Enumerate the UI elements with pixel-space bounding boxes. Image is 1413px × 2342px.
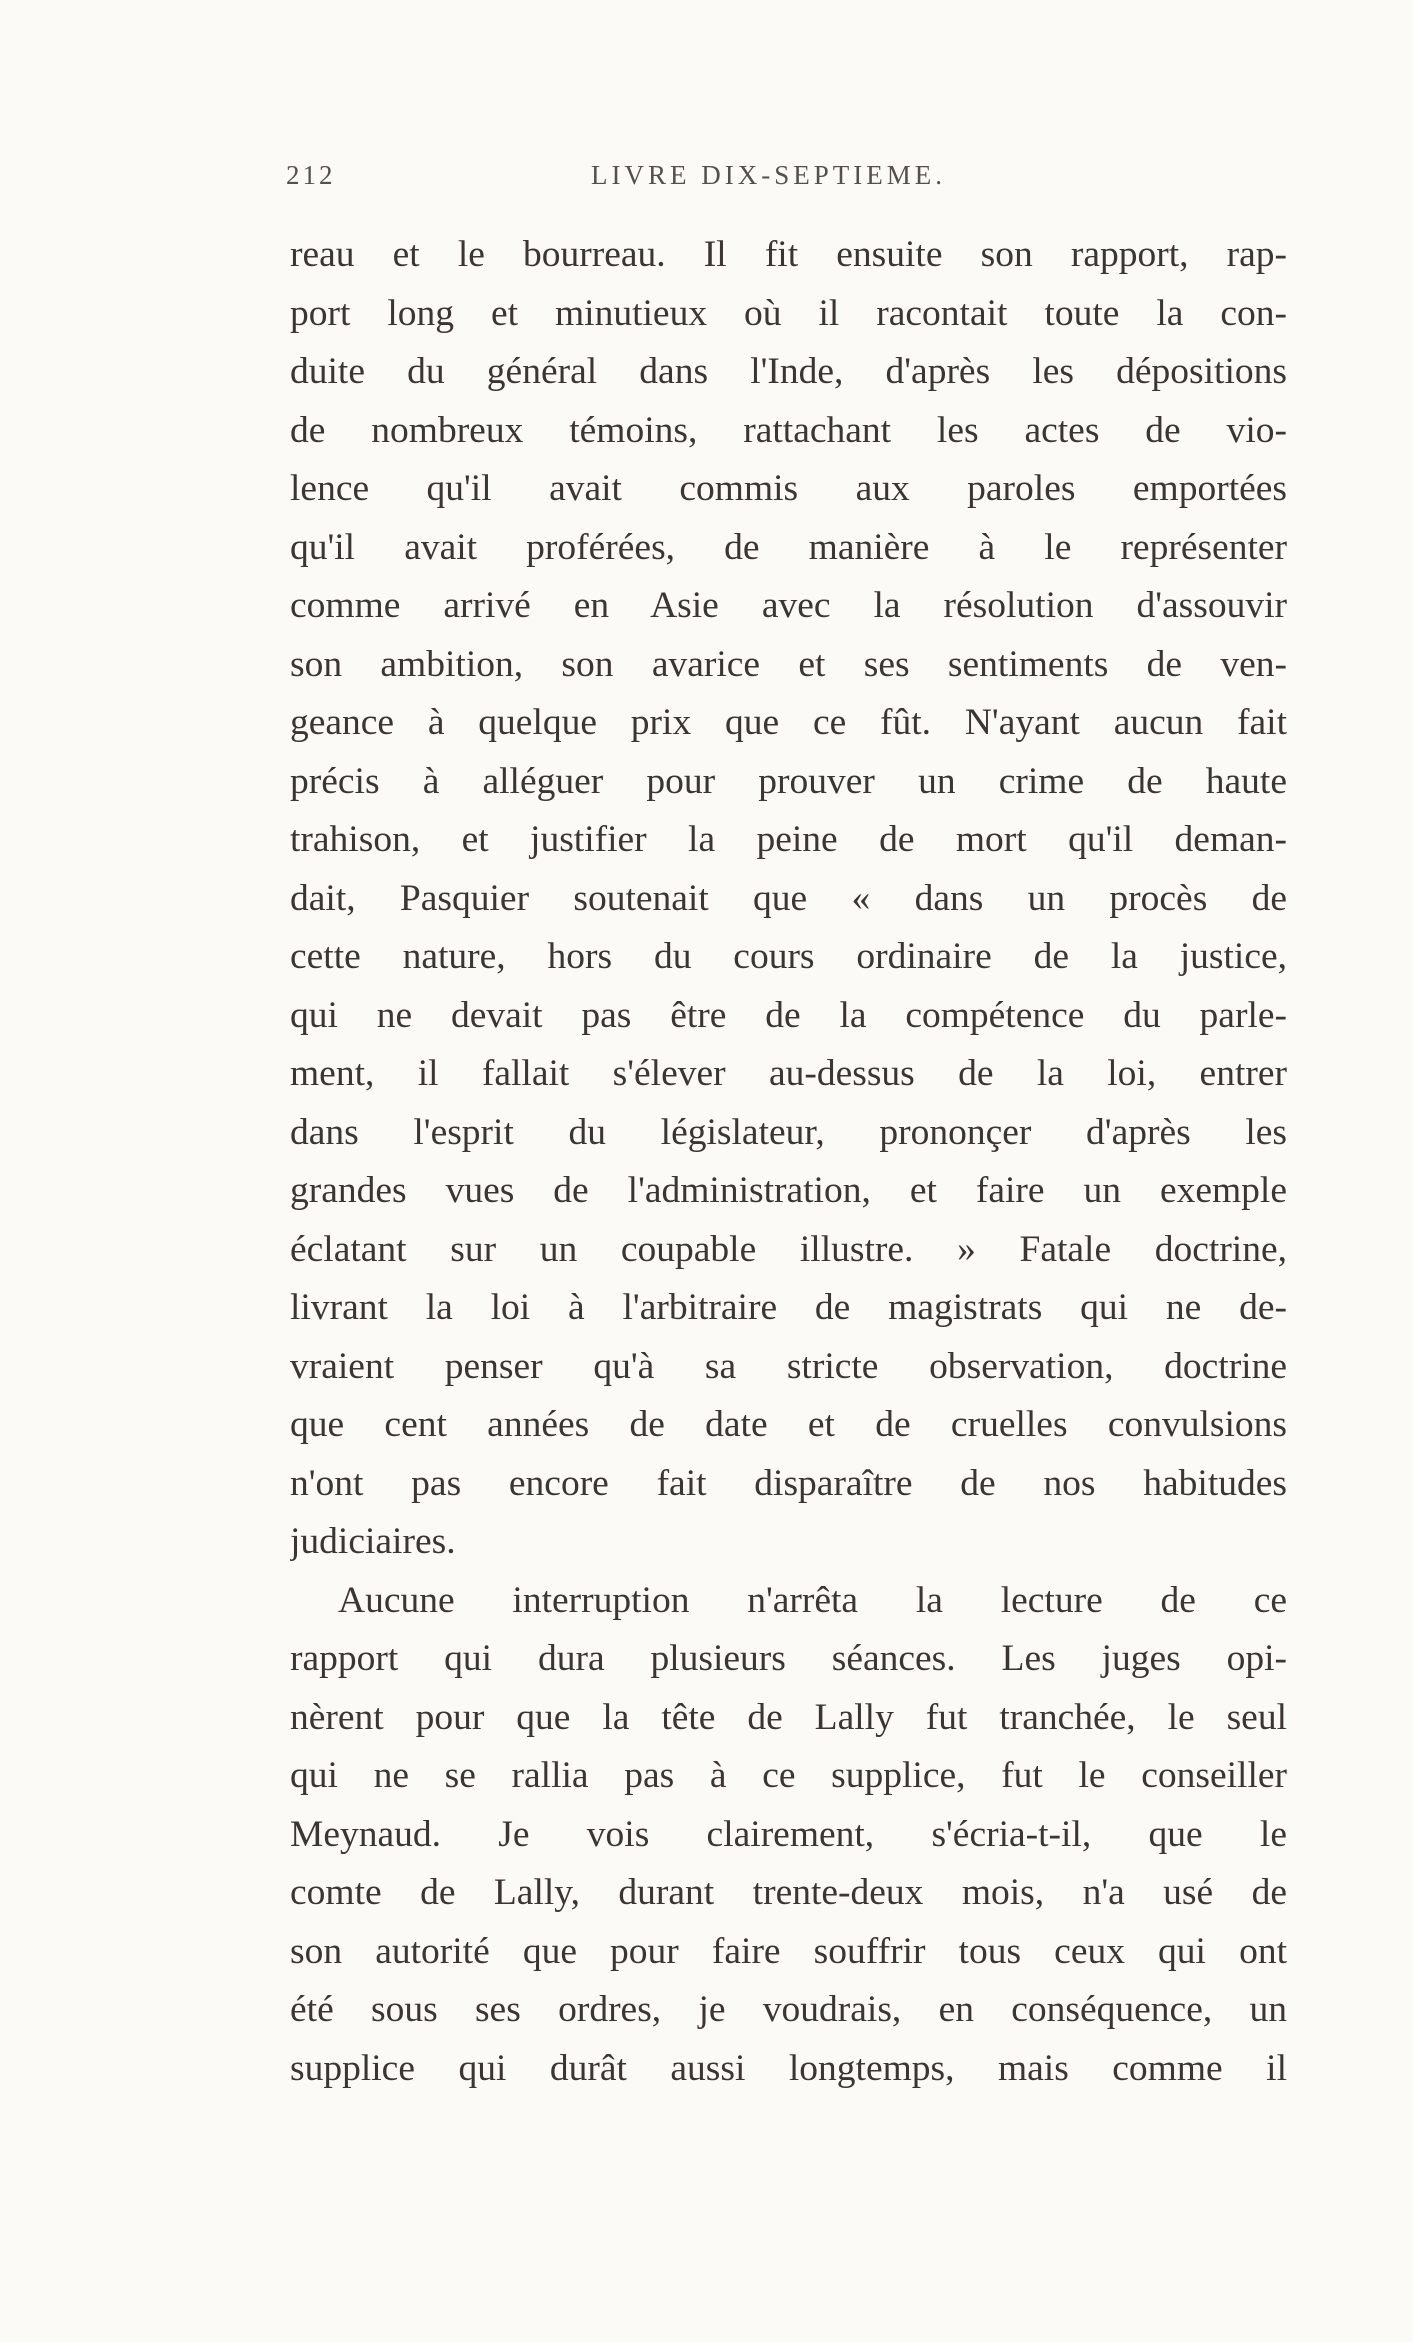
text-line: ment, il fallait s'élever au-dessus de la loi, entrer [290,1053,1287,1094]
text-line: qu'il avait proférées, de manière à le représenter [290,526,1287,568]
text-line: comme arrivé en Asie avec la résolution d'assouvir [290,585,1287,626]
text-line: comte de Lally, durant trente-deux mois, n'a usé de [290,1872,1287,1913]
running-head [286,160,1291,200]
text-line: reau et le bourreau. Il fit ensuite son rapport, rap- [290,234,1287,275]
text-line: supplice qui durât aussi longtemps, mais comme il [290,2047,1287,2089]
text-line: son autorité que pour faire souffrir tous ceux qui ont [290,1930,1287,1972]
text-line: qui ne devait pas être de la compétence du parle- [290,994,1287,1036]
text-line: qui ne se rallia pas à ce supplice, fut le conseiller [290,1755,1287,1796]
text-line: dans l'esprit du législateur, prononçer d'après les [290,1111,1287,1153]
text-line: lence qu'il avait commis aux paroles emportées [290,468,1287,509]
text-line-paragraph-start: Aucune interruption n'arrêta la lecture de ce [338,1579,1287,1621]
text-line: son ambition, son avarice et ses sentiments de ven- [290,643,1287,685]
text-line: cette nature, hors du cours ordinaire de la justice, [290,936,1287,977]
text-line: que cent années de date et de cruelles convulsions [290,1404,1287,1445]
text-line: duite du général dans l'Inde, d'après les dépositions [290,351,1287,392]
text-line: été sous ses ordres, je voudrais, en conséquence, un [290,1989,1287,2030]
text-line: éclatant sur un coupable illustre. » Fatale doctrine, [290,1228,1287,1270]
text-line: port long et minutieux où il racontait toute la con- [290,292,1287,334]
body-text [290,226,1287,2098]
text-line: grandes vues de l'administration, et faire un exemple [290,1170,1287,1211]
text-line: de nombreux témoins, rattachant les actes de vio- [290,409,1287,451]
page-number: 212 [286,160,336,190]
text-line: livrant la loi à l'arbitraire de magistrats qui ne de- [290,1287,1287,1328]
text-line-paragraph-end: judiciaires. [290,1521,456,1562]
text-line: n'ont pas encore fait disparaître de nos habitudes [290,1462,1287,1504]
text-line: rapport qui dura plusieurs séances. Les juges opi- [290,1638,1287,1679]
text-line: trahison, et justifier la peine de mort qu'il deman- [290,819,1287,860]
text-line: dait, Pasquier soutenait que « dans un procès de [290,877,1287,919]
text-line: vraient penser qu'à sa stricte observation, doctrine [290,1345,1287,1387]
text-line: Meynaud. Je vois clairement, s'écria-t-il, que le [290,1813,1287,1855]
text-line: précis à alléguer pour prouver un crime de haute [290,760,1287,802]
text-line: nèrent pour que la tête de Lally fut tranchée, le seul [290,1696,1287,1738]
text-line: geance à quelque prix que ce fût. N'ayant aucun fait [290,702,1287,743]
running-title: LIVRE DIX-SEPTIEME. [591,160,946,190]
